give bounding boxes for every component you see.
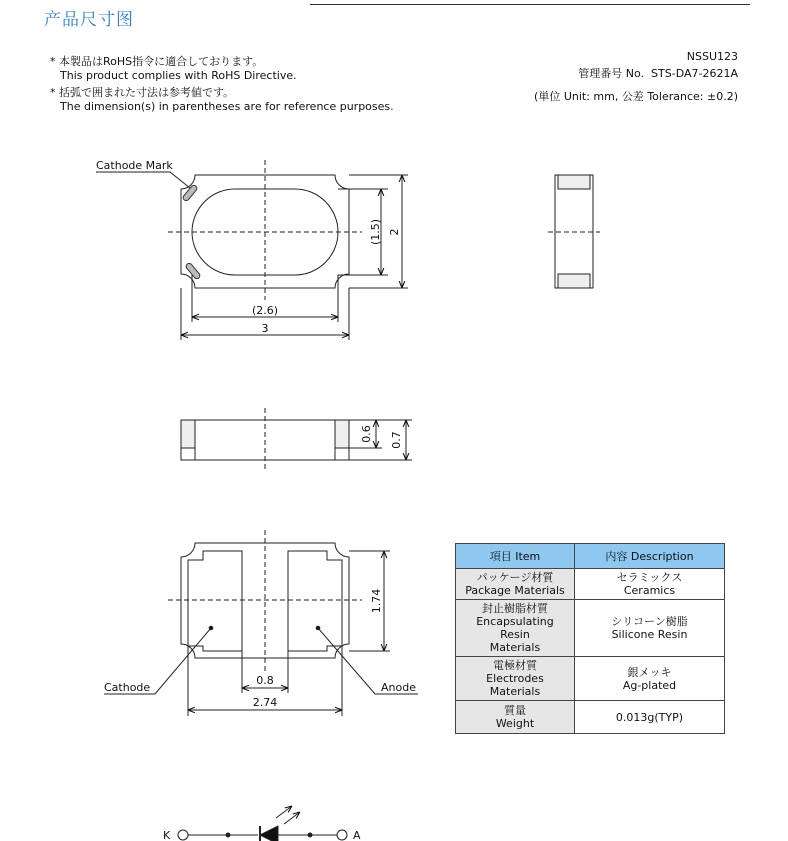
rohs-note-en: This product complies with RoHS Directive. bbox=[60, 69, 297, 82]
dim-side-inner-h-label: 0.6 bbox=[360, 425, 373, 443]
item-jp: 電極材質 bbox=[493, 659, 537, 672]
terminal-a-label: A bbox=[353, 829, 361, 841]
table-row bbox=[456, 600, 725, 657]
desc-en: Ag-plated bbox=[622, 678, 677, 692]
desc-jp: セラミックス bbox=[616, 571, 683, 584]
ref-note-en: The dimension(s) in parentheses are for reference purposes. bbox=[60, 100, 394, 113]
desc-value: 0.013g(TYP) bbox=[615, 710, 684, 724]
dim-side-outer-h-label: 0.7 bbox=[390, 431, 403, 449]
diode-triangle bbox=[260, 826, 278, 841]
dim-bottom-gap-label: 0.8 bbox=[256, 674, 274, 687]
desc-jp: シリコーン樹脂 bbox=[611, 615, 688, 628]
row-desc bbox=[575, 701, 725, 734]
led-symbol bbox=[178, 806, 347, 841]
bottom-view bbox=[104, 530, 418, 716]
front-side-view bbox=[181, 408, 412, 472]
dim-top-outer-w-label: 3 bbox=[261, 322, 269, 335]
item-jp: 質量 bbox=[504, 704, 526, 717]
page-title: 产品尺寸图 bbox=[44, 10, 134, 30]
row-item bbox=[456, 600, 575, 657]
table-row bbox=[456, 569, 725, 600]
rohs-note-jp: * 本製品はRoHS指令に適合しております。 bbox=[50, 55, 264, 68]
ref-note-jp: * 括弧で囲まれた寸法は参考値です。 bbox=[50, 86, 235, 99]
desc-jp: 銀メッキ bbox=[627, 665, 672, 679]
item-en-2: Materials bbox=[489, 641, 541, 654]
anode-label: Anode bbox=[381, 681, 416, 694]
desc-en: Silicone Resin bbox=[611, 628, 688, 641]
header-description: 内容 Description bbox=[575, 544, 725, 569]
row-item bbox=[456, 657, 575, 701]
row-desc bbox=[575, 657, 725, 701]
terminal-k-label: K bbox=[163, 829, 171, 841]
spec-table-header bbox=[456, 544, 725, 569]
part-number: NSSU123 bbox=[686, 50, 738, 63]
row-item bbox=[456, 701, 575, 734]
cathode-pad bbox=[188, 551, 242, 651]
item-en: Encapsulating Resin bbox=[476, 615, 554, 641]
row-desc bbox=[575, 600, 725, 657]
table-row bbox=[456, 657, 725, 701]
dim-top-outer-h-label: 2 bbox=[388, 228, 401, 236]
header-item: 項目 Item bbox=[456, 544, 575, 569]
desc-en: Ceramics bbox=[623, 584, 676, 597]
row-item bbox=[456, 569, 575, 600]
row-desc bbox=[575, 569, 725, 600]
spec-table bbox=[455, 543, 725, 734]
dim-bottom-w-label: 2.74 bbox=[252, 696, 278, 709]
table-row bbox=[456, 701, 725, 734]
management-label: 管理番号 No. bbox=[578, 67, 645, 80]
cathode-mark-label: Cathode Mark bbox=[96, 159, 173, 172]
item-en: Package Materials bbox=[465, 584, 565, 597]
item-en: Weight bbox=[495, 717, 535, 730]
unit-tolerance: (単位 Unit: mm, 公差 Tolerance: ±0.2) bbox=[534, 90, 738, 103]
cathode-mark-leader bbox=[96, 172, 190, 188]
anode-pad bbox=[288, 551, 342, 651]
cathode-label: Cathode bbox=[104, 681, 151, 694]
dim-top-inner-h-label: (1.5) bbox=[369, 218, 382, 246]
management-value: STS-DA7-2621A bbox=[651, 67, 738, 80]
dim-top-inner-w-label: (2.6) bbox=[251, 304, 279, 317]
right-side-view bbox=[548, 175, 600, 288]
dim-bottom-h-label: 1.74 bbox=[370, 588, 383, 614]
item-en: Electrodes Materials bbox=[486, 672, 544, 698]
item-jp: パッケージ材質 bbox=[476, 571, 554, 584]
item-jp: 封止樹脂材質 bbox=[482, 602, 548, 615]
